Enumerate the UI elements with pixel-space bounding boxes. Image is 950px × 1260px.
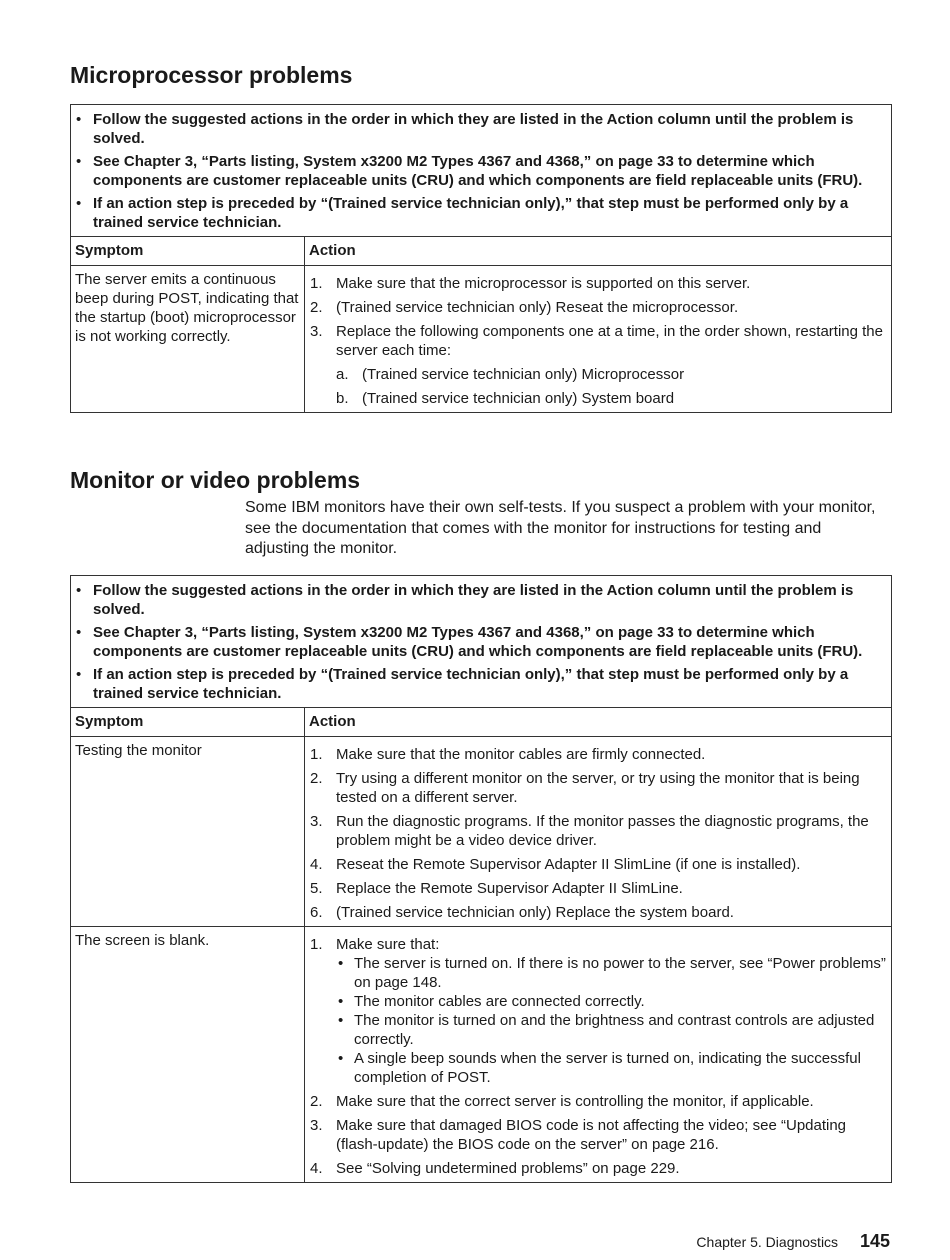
step-text: Reseat the Remote Supervisor Adapter II SlimLine (if one is installed). (336, 856, 801, 873)
action-header: Action (305, 708, 892, 737)
action-step (310, 769, 887, 807)
step-number: 1. (310, 936, 323, 953)
action-steps (310, 935, 887, 1178)
header-row (71, 237, 892, 266)
step-number: 2. (310, 770, 323, 787)
step-number: 4. (310, 856, 323, 873)
step-number: 1. (310, 746, 323, 763)
step-text: Run the diagnostic programs. If the monitor passes the diagnostic programs, the problem might be a video device driver. (336, 813, 869, 849)
section-intro: Some IBM monitors have their own self-tests. If you suspect a problem with your monitor, see the documentation that comes with the monitor for instructions for testing and adjusting the monitor. (245, 499, 876, 557)
check-bullets (336, 954, 887, 1087)
step-number: 3. (310, 813, 323, 830)
bullet-item: • The monitor is turned on and the brightness and contrast controls are adjusted correctly. (336, 1011, 887, 1049)
table-row (71, 266, 892, 413)
step-text: Make sure that the monitor cables are firmly connected. (336, 746, 706, 763)
footer-chapter: Chapter 5. Diagnostics (696, 1234, 839, 1250)
step-number: 3. (310, 323, 323, 340)
sub-step-text: (Trained service technician only) Microprocessor (362, 366, 685, 383)
notes-cell (71, 105, 892, 237)
step-number: 3. (310, 1117, 323, 1134)
step-text: Make sure that: (336, 936, 440, 953)
symptom-cell: Testing the monitor (71, 737, 305, 927)
note-item: • See Chapter 3, “Parts listing, System x3200 M2 Types 4367 and 4368,” on page 33 to determine which components are customer replaceable units (CRU) and which components are field replaceable units (FRU). (73, 623, 885, 661)
table-row (71, 737, 892, 927)
step-text: Make sure that the microprocessor is supported on this server. (336, 275, 751, 292)
symptom-header: Symptom (71, 708, 305, 737)
step-text: Replace the following components one at a time, in the order shown, restarting the server each time: (336, 323, 883, 359)
step-number: 2. (310, 299, 323, 316)
bullet-item: • The server is turned on. If there is no power to the server, see “Power problems” on page 148. (336, 954, 887, 992)
sub-step-letter: b. (336, 390, 349, 407)
note-item: • See Chapter 3, “Parts listing, System x3200 M2 Types 4367 and 4368,” on page 33 to determine which components are customer replaceable units (CRU) and which components are field replaceable units (FRU). (73, 152, 885, 190)
step-text: Replace the Remote Supervisor Adapter II SlimLine. (336, 880, 683, 897)
sub-step-text: (Trained service technician only) System board (362, 390, 675, 407)
step-number: 5. (310, 880, 323, 897)
step-number: 6. (310, 904, 323, 921)
symptom-cell: The server emits a continuous beep during POST, indicating that the startup (boot) microprocessor is not working correctly. (71, 266, 305, 413)
bullet-item: • The monitor cables are connected correctly. (336, 992, 887, 1011)
action-step (310, 1159, 887, 1178)
action-step (310, 298, 887, 317)
note-item: • If an action step is preceded by “(Trained service technician only),” that step must be performed only by a trained service technician. (73, 665, 885, 703)
action-cell (305, 266, 892, 413)
action-step (310, 935, 887, 1087)
step-text: (Trained service technician only) Replace the system board. (336, 904, 734, 921)
action-header: Action (305, 237, 892, 266)
action-step (310, 812, 887, 850)
step-number: 2. (310, 1093, 323, 1110)
microprocessor-problems-table (70, 104, 892, 413)
monitor-video-problems-table (70, 575, 892, 1183)
action-step (310, 322, 887, 408)
symptom-header: Symptom (71, 237, 305, 266)
action-step (310, 855, 887, 874)
action-cell (305, 737, 892, 927)
action-cell (305, 927, 892, 1183)
bullet-item: • A single beep sounds when the server is turned on, indicating the successful completion of POST. (336, 1049, 887, 1087)
step-text: (Trained service technician only) Reseat the microprocessor. (336, 299, 739, 316)
action-steps (310, 274, 887, 408)
table-row (71, 927, 892, 1183)
symptom-cell: The screen is blank. (71, 927, 305, 1183)
note-item: • Follow the suggested actions in the order in which they are listed in the Action column until the problem is solved. (73, 110, 885, 148)
action-step (310, 745, 887, 764)
action-step (310, 879, 887, 898)
header-row (71, 708, 892, 737)
notes-list (73, 110, 885, 232)
action-step (310, 1116, 887, 1154)
sub-step (336, 365, 887, 384)
step-text: Make sure that damaged BIOS code is not affecting the video; see “Updating (flash-update) the BIOS code on the server” on page 216. (336, 1117, 847, 1153)
note-item: • If an action step is preceded by “(Trained service technician only),” that step must be performed only by a trained service technician. (73, 194, 885, 232)
step-number: 4. (310, 1160, 323, 1177)
action-step (310, 1092, 887, 1111)
section-title-microprocessor: Microprocessor problems (70, 62, 353, 88)
notes-list (73, 581, 885, 703)
section-title-monitor-video: Monitor or video problems (70, 467, 361, 493)
note-item: • Follow the suggested actions in the order in which they are listed in the Action column until the problem is solved. (73, 581, 885, 619)
page-footer (696, 1230, 890, 1253)
sub-step-letter: a. (336, 366, 349, 383)
sub-steps (336, 365, 887, 408)
action-steps (310, 745, 887, 922)
step-text: See “Solving undetermined problems” on page 229. (336, 1160, 680, 1177)
sub-step (336, 389, 887, 408)
action-step (310, 274, 887, 293)
notes-row (71, 105, 892, 237)
notes-row (71, 576, 892, 708)
notes-cell (71, 576, 892, 708)
step-text: Try using a different monitor on the server, or try using the monitor that is being tested on a different server. (336, 770, 860, 806)
page-number: 145 (859, 1231, 890, 1251)
action-step (310, 903, 887, 922)
step-number: 1. (310, 275, 323, 292)
step-text: Make sure that the correct server is controlling the monitor, if applicable. (336, 1093, 814, 1110)
